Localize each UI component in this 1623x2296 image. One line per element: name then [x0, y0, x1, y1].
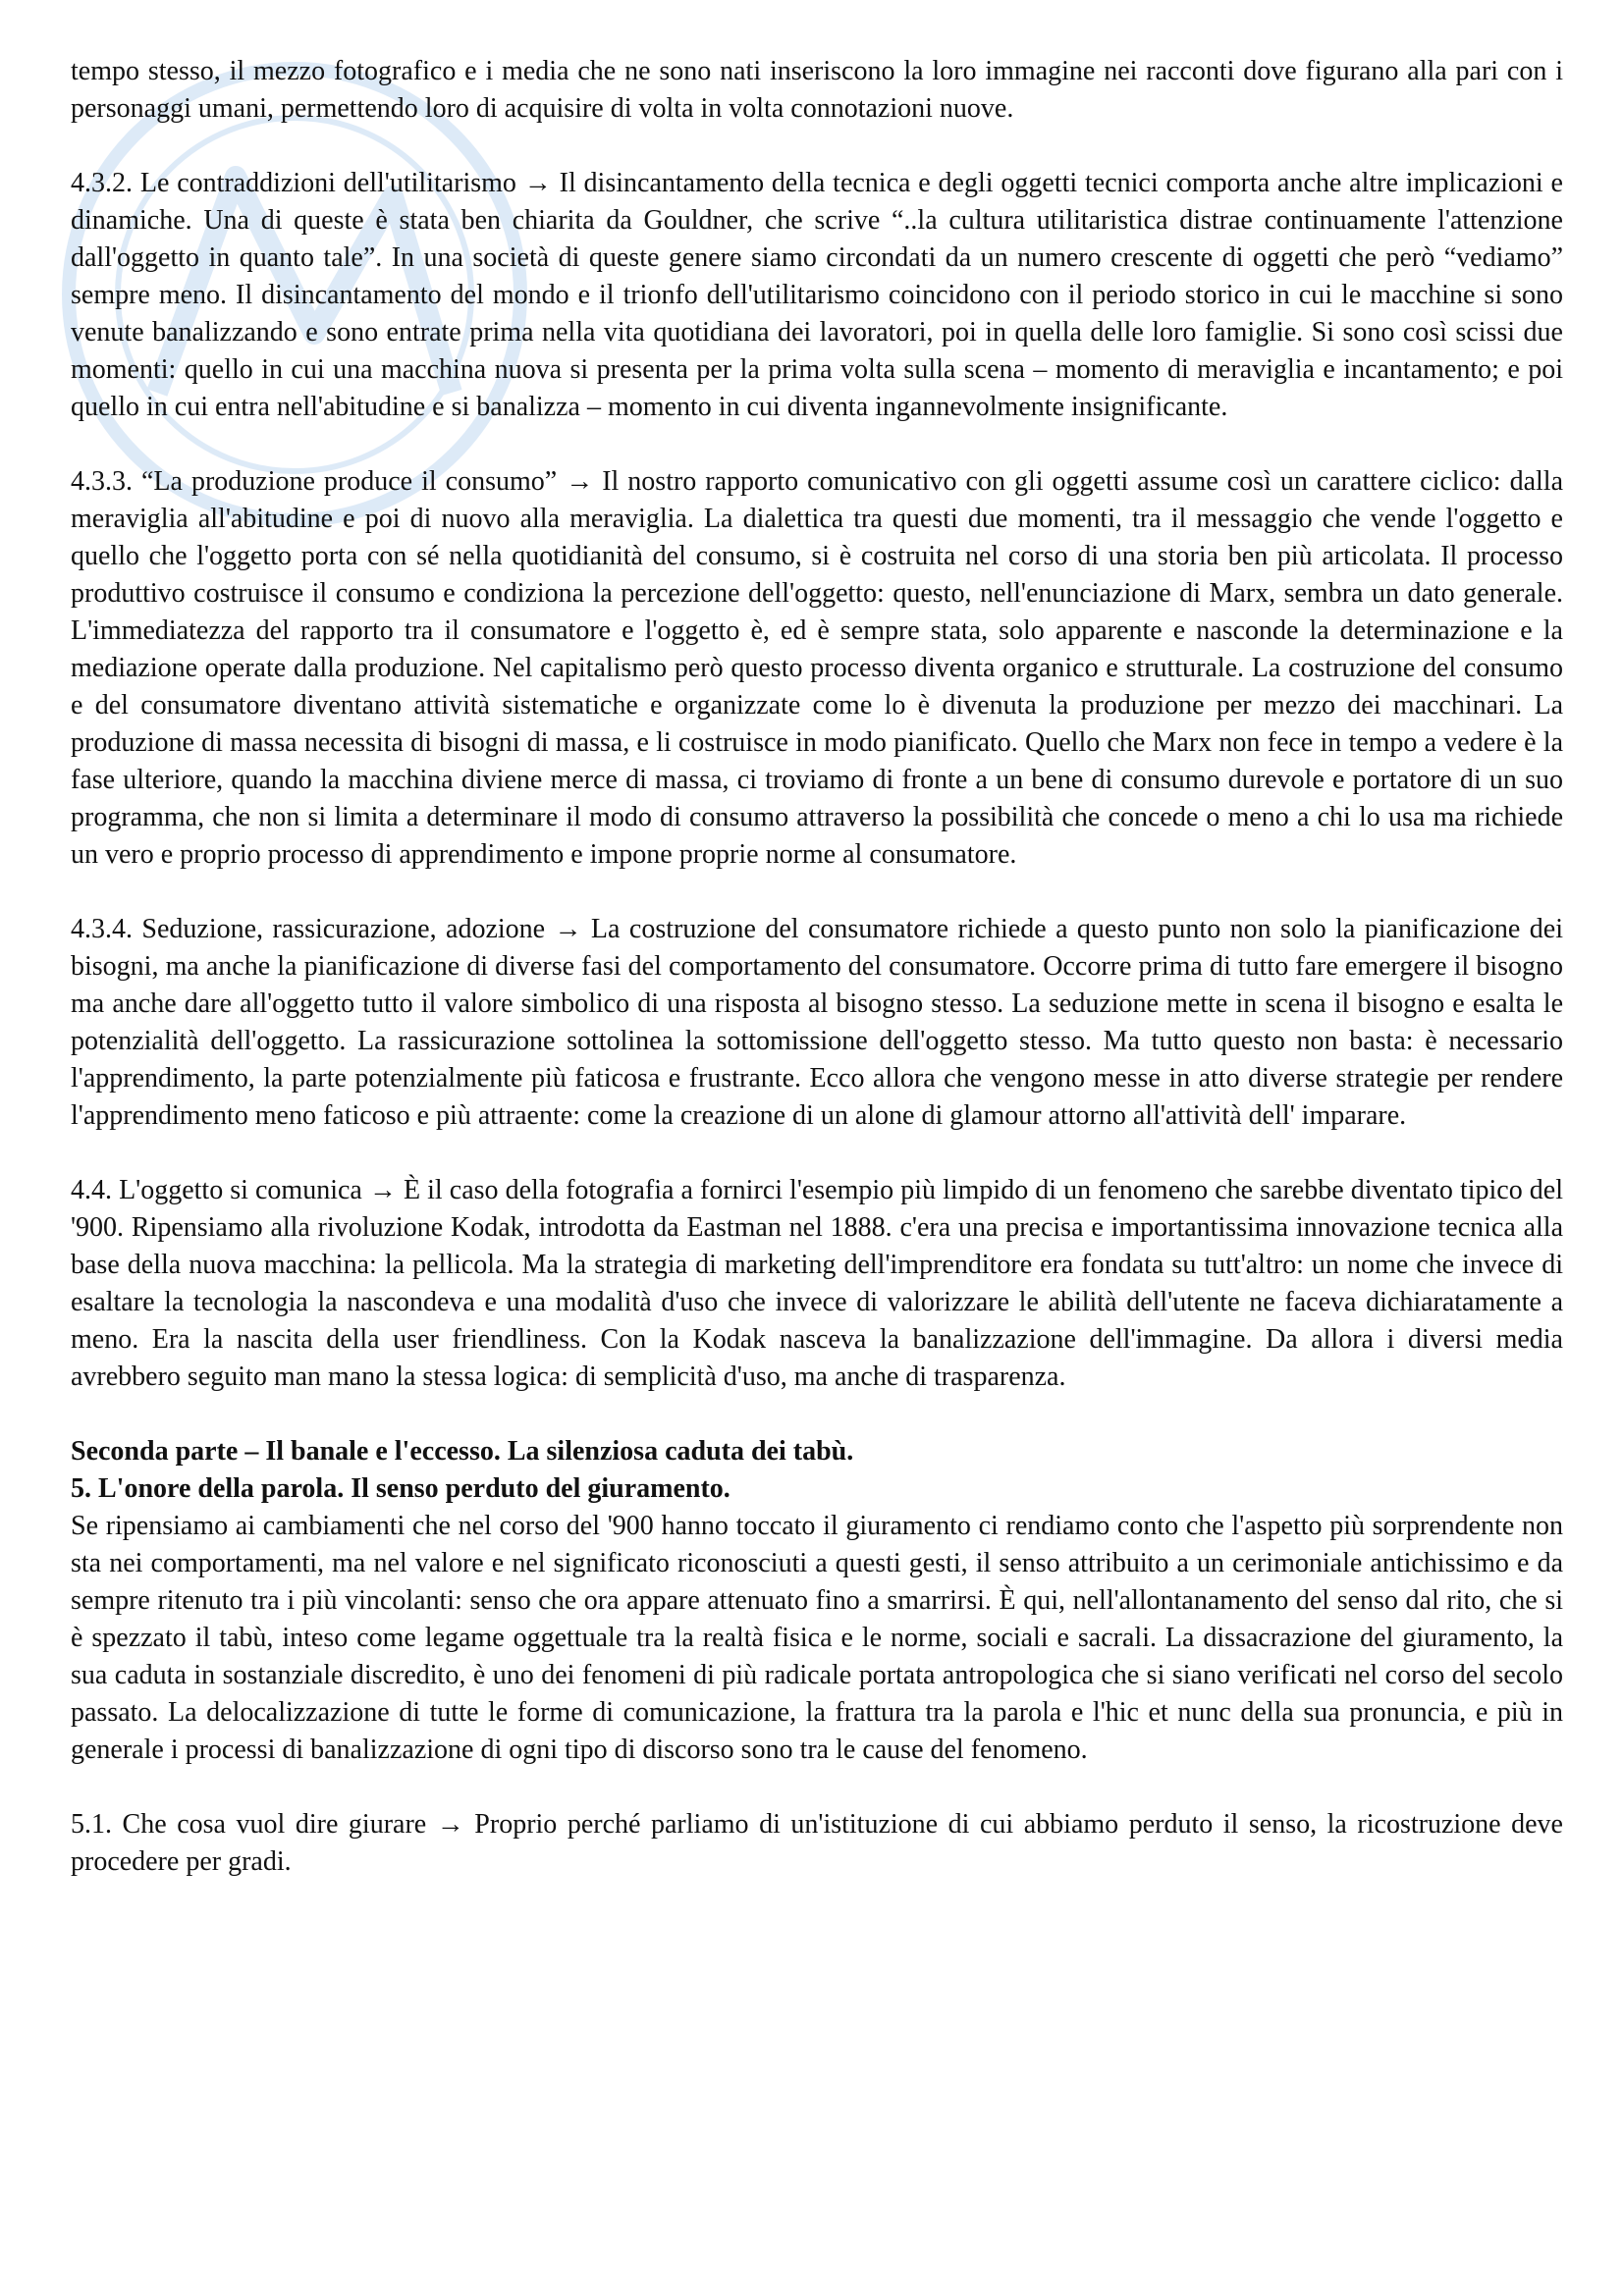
document-page — [71, 53, 1563, 1881]
paragraph-4-4: 4.4. L'oggetto si comunica → È il caso della fotografia a fornirci l'esempio più limpido di un fenomeno che sarebbe diventato tipico del '900. Ripensiamo alla rivoluzione Kodak, introdotta da Eastman nel 1888. c'era una precisa e importantissima innovazione tecnica alla base della nuova macchina: la pellicola. Ma la strategia di marketing dell'imprenditore era fondata su tutt'altro: un nome che invece di esaltare la tecnologia la nascondeva e una modalità d'uso che invece di valorizzare le abilità dell'utente ne faceva dichiaratamente a meno. Era la nascita della user friendliness. Con la Kodak nasceva la banalizzazione dell'immagine. Da allora i diversi media avrebbero seguito man mano la stessa logica: di semplicità d'uso, ma anche di trasparenza. — [71, 1175, 1563, 1392]
chapter-heading: 5. L'onore della parola. Il senso perduto del giuramento. — [71, 1473, 730, 1504]
paragraph-5-intro: Se ripensiamo ai cambiamenti che nel corso del '900 hanno toccato il giuramento ci rendiamo conto che l'aspetto più sorprendente non sta nei comportamenti, ma nel valore e nel significato riconosciuti a questi gesti, il senso attribuito a un cerimoniale antichissimo e da sempre ritenuto tra i più vincolanti: senso che ora appare attenuato fino a smarrirsi. È qui, nell'allontanamento del senso dal rito, che si è spezzato il tabù, inteso come legame oggettuale tra la realtà fisica e le norme, sociali e sacrali. La dissacrazione del giuramento, la sua caduta in sostanziale discredito, è uno dei fenomeni di più radicale portata antropologica che si siano verificati nel corso del secolo passato. La delocalizzazione di tutte le forme di comunicazione, la frattura tra la parola e l'hic et nunc della sua pronuncia, e più in generale i processi di banalizzazione di ogni tipo di discorso sono tra le cause del fenomeno. — [71, 1511, 1563, 1765]
paragraph-4-3-4: 4.3.4. Seduzione, rassicurazione, adozione → La costruzione del consumatore richiede a questo punto non solo la pianificazione dei bisogni, ma anche la pianificazione di diverse fasi del comportamento del consumatore. Occorre prima di tutto fare emergere il bisogno ma anche dare all'oggetto tutto il valore simbolico di una risposta al bisogno stesso. La seduzione mette in scena il bisogno e esalta le potenzialità dell'oggetto. La rassicurazione sottolinea la sottomissione dell'oggetto stesso. Ma tutto questo non basta: è necessario l'apprendimento, la parte potenzialmente più faticosa e frustrante. Ecco allora che vengono messe in atto diverse strategie per rendere l'apprendimento meno faticoso e più attraente: come la creazione di un alone di glamour attorno all'attività dell' imparare. — [71, 914, 1563, 1131]
paragraph-4-3-3: 4.3.3. “La produzione produce il consumo” → Il nostro rapporto comunicativo con gli oggetti assume così un carattere ciclico: dalla meraviglia all'abitudine e poi di nuovo alla meraviglia. La dialettica tra questi due momenti, tra il messaggio che vende l'oggetto e quello che l'oggetto porta con sé nella quotidianità del consumo, si è costruita nel corso di una storia ben più articolata. Il processo produttivo costruisce il consumo e condiziona la percezione dell'oggetto: questo, nell'enunciazione di Marx, sembra un dato generale. L'immediatezza del rapporto tra il consumatore e l'oggetto è, ed è sempre stata, solo apparente e nasconde la determinazione e la mediazione operate dalla produzione. Nel capitalismo però questo processo diventa organico e strutturale. La costruzione del consumo e del consumatore diventano attività sistematiche e organizzate come lo è divenuta la produzione per mezzo dei macchinari. La produzione di massa necessita di bisogni di massa, e li costruisce in modo pianificato. Quello che Marx non fece in tempo a vedere è la fase ulteriore, quando la macchina diviene merce di massa, ci troviamo di fronte a un bene di consumo durevole e portatore di un suo programma, che non si limita a determinare il modo di consumo attraverso la possibilità che concede o meno a chi lo usa ma richiede un vero e proprio processo di apprendimento e impone proprie norme al consumatore. — [71, 466, 1563, 870]
paragraph-5-1: 5.1. Che cosa vuol dire giurare → Proprio perché parliamo di un'istituzione di cui abbiamo perduto il senso, la ricostruzione deve procedere per gradi. — [71, 1809, 1563, 1877]
paragraph-4-3-2: 4.3.2. Le contraddizioni dell'utilitarismo → Il disincantamento della tecnica e degli oggetti tecnici comporta anche altre implicazioni e dinamiche. Una di queste è stata ben chiarita da Gouldner, che scrive “..la cultura utilitaristica distrae continuamente l'attenzione dall'oggetto in quanto tale”. In una società di queste genere siamo circondati da un numero crescente di oggetti che però “vediamo” sempre meno. Il disincantamento del mondo e il trionfo dell'utilitarismo coincidono con il periodo storico in cui le macchine si sono venute banalizzando e sono entrate prima nella vita quotidiana dei lavoratori, poi in quella delle loro famiglie. Si sono così scissi due momenti: quello in cui una macchina nuova si presenta per la prima volta sulla scena – momento di meraviglia e incantamento; e poi quello in cui entra nell'abitudine e si banalizza – momento in cui diventa ingannevolmente insignificante. — [71, 168, 1563, 422]
part-heading: Seconda parte – Il banale e l'eccesso. La silenziosa caduta dei tabù. — [71, 1436, 854, 1467]
paragraph-intro-continuation: tempo stesso, il mezzo fotografico e i media che ne sono nati inseriscono la loro immagine nei racconti dove figurano alla pari con i personaggi umani, permettendo loro di acquisire di volta in volta connotazioni nuove. — [71, 56, 1563, 124]
